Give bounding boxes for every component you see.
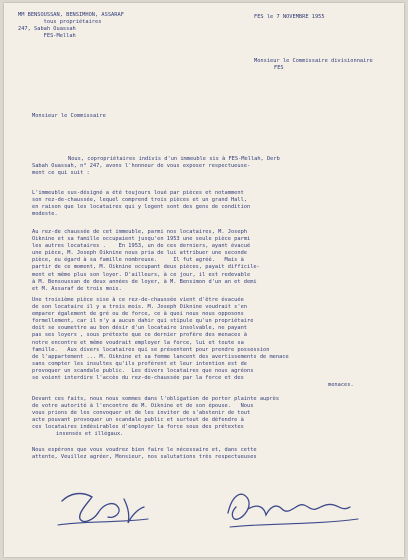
paragraph-third-room — [32, 297, 384, 389]
text-line: notre encontre et même voudrait employer la force, lui et toute sa — [32, 339, 244, 346]
sender-line: tous propriétaires — [18, 19, 102, 25]
text-line: vous prions de les convoquer et de les inviter de s'abstenir de tout — [32, 410, 251, 417]
text-line: Nous, copropriétaires indivis d'un immeuble sis à FES-Mellah, Derb — [68, 156, 280, 162]
text-line: les autres locataires . En 1953, un de ces derniers, ayant évacué — [32, 243, 251, 250]
text-line: et M. Assaraf de trois mois. — [32, 285, 122, 292]
text-line: à M. Bensoussan de deux années de loyer, à M. Bensimon d'un an et demi — [32, 278, 257, 285]
text-line: ment et même plus son loyer. D'ailleurs, à ce jour, il est redevable — [32, 271, 251, 278]
signature-right — [218, 473, 368, 543]
sender-line: 247, Sabah Ouassah — [18, 26, 76, 32]
text-line: Au rez-de chaussée de cet immeuble, parmi nos locataires, M. Joseph — [32, 229, 248, 235]
text-line: partir de ce moment, M. Oiknine occupant deux pièces, payait difficile- — [32, 264, 260, 271]
text-line: acte pouvant provoquer un scandale public et surtout de défendre à — [32, 417, 244, 424]
paragraph-oiknine — [32, 229, 384, 293]
text-line: de l'appartement ... M. Oiknine et sa femme lancent des avertissements de menace — [32, 353, 289, 360]
text-line: Nous espérons que vous voudrez bien faire le nécessaire et, dans cette — [32, 447, 257, 453]
text-line: modeste. — [32, 211, 58, 218]
text-line: menaces. — [328, 382, 354, 389]
text-line: L'immeuble sus-désigné a été toujours loué par pièces et notamment — [32, 190, 244, 196]
signature-left — [44, 473, 174, 543]
text-line: Une troisième pièce sise à ce rez-de-chaussée vient d'être évacuée — [32, 297, 244, 303]
text-line: sans compter les insultes qu'ils profèrent et leur intention est de — [32, 360, 248, 367]
text-line: ment ce qui suit : — [32, 170, 90, 177]
text-line: insensés et illégaux. — [56, 431, 124, 438]
text-line: doit se soumettre au bon désir d'un locataire insolvable, ne payant — [32, 325, 248, 332]
sender-line: MM BENSOUSSAN, BENSIMHON, ASSARAF — [18, 12, 124, 18]
paragraph-property — [32, 190, 384, 218]
text-line: de son locataire il y a trois mois. M. Joseph Oiknine voudrait s'en — [32, 304, 248, 311]
text-line: son rez-de-chaussée, lequel comprend trois pièces et un grand Hall, — [32, 197, 248, 204]
text-line: Sabah Ouassah, n° 247, avons l'honneur de vous exposer respectueuse- — [32, 163, 251, 170]
text-line: pièce, eu égard à sa famille nombreuse. Il fut agréé. Mais à — [32, 257, 244, 264]
recipient-line: Monsieur le Commissaire divisionnaire — [254, 58, 373, 64]
text-line: attente, Veuillez agréer, Monsieur, nos salutations très respectueuses — [32, 454, 257, 461]
text-line: pas ses loyers , sous prétexte que ce dernier profère des menaces à — [32, 332, 248, 339]
sender-line: FES-Mellah — [18, 33, 76, 39]
text-line: famille. Aux divers locataires qui se présentent pour prendre possession — [32, 346, 270, 353]
text-line: Devant ces faits, nous nous sommes dans l'obligation de porter plainte auprès — [32, 396, 280, 402]
salutation: Monsieur le Commissaire — [32, 113, 106, 119]
text-line: emparer également de gré ou de force, ce à quoi nous nous opposons — [32, 311, 244, 318]
text-line: provoquer un scandale public. Les divers locataires que nous agréons — [32, 367, 254, 374]
text-line: ces locataires indésirables d'employer la force sous des prétextes — [32, 424, 244, 431]
text-line: une pièce, M. Joseph Oiknine nous pria de lui attribuer une seconde — [32, 250, 248, 257]
letter-page — [4, 3, 404, 557]
text-line: en raison que les locataires qui y logent sont des gens de condition — [32, 204, 251, 211]
paragraph-intro — [32, 156, 384, 177]
text-line: de votre autorité à l'encontre de M. Oiknine et de son épouse. Nous — [32, 403, 254, 410]
letter-date: FES le 7 NOVEMBRE 1955 — [254, 14, 325, 20]
paragraph-closing — [32, 447, 384, 461]
text-line: se voient interdire l'accès du rez-de-chaussée par la force et des — [32, 375, 244, 382]
text-line: formellement, car il n'y a aucun dahir qui stipule qu'un propriétaire — [32, 318, 254, 325]
paragraph-complaint — [32, 396, 384, 439]
text-line: Oiknine et sa famille occupaient jusqu'en 1953 une seule pièce parmi — [32, 236, 251, 243]
recipient-line: FES — [274, 65, 284, 71]
